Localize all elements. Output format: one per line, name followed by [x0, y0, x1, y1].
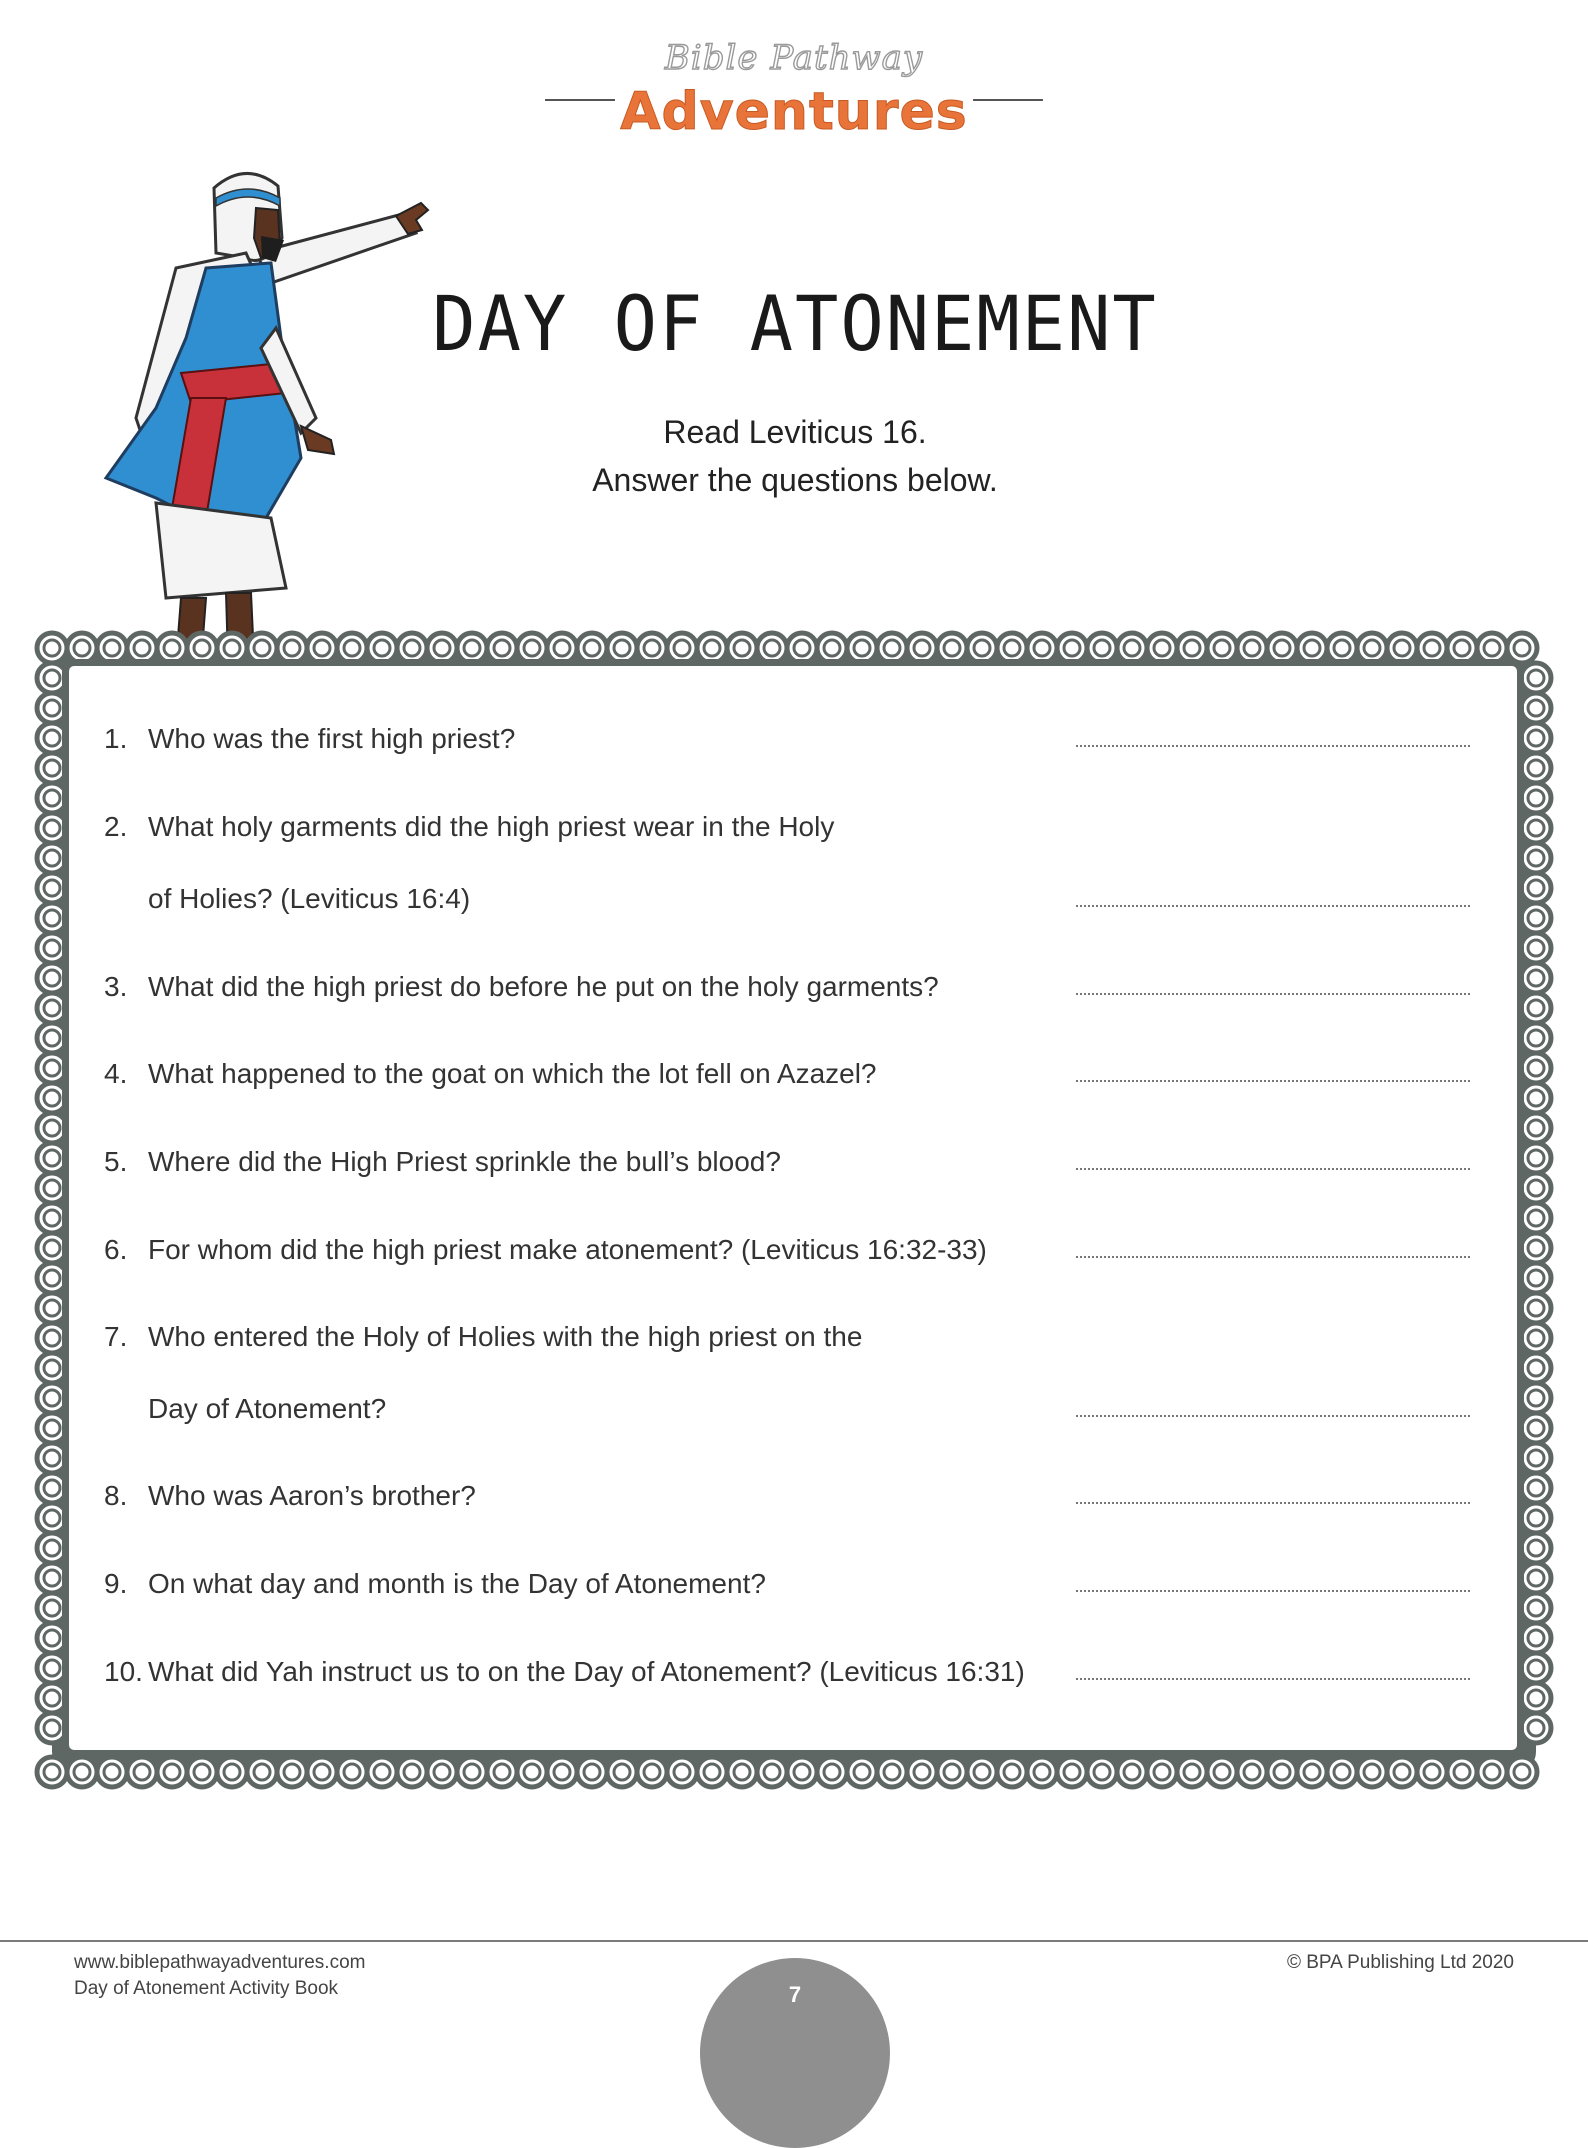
question-number: 1.	[104, 723, 128, 754]
question-10	[104, 1656, 1474, 1700]
question-text: For whom did the high priest make atonement? (Leviticus 16:32-33)	[148, 1234, 987, 1265]
logo-line-2: Adventures	[620, 82, 968, 142]
question-4	[104, 1058, 1474, 1102]
publisher-logo	[545, 38, 1043, 148]
answer-line[interactable]	[1076, 1590, 1470, 1592]
question-text: Who entered the Holy of Holies with the high priest on the	[148, 1321, 863, 1352]
page-title: DAY OF ATONEMENT	[432, 279, 1158, 369]
question-number: 8.	[104, 1480, 128, 1511]
question-text: What happened to the goat on which the lot fell on Azazel?	[148, 1058, 877, 1089]
question-number: 2.	[104, 811, 128, 842]
question-2	[104, 811, 1474, 914]
instruction-line-1: Read Leviticus 16.	[663, 414, 927, 450]
question-3	[104, 971, 1474, 1015]
answer-line[interactable]	[1076, 1415, 1470, 1417]
answer-line[interactable]	[1076, 1168, 1470, 1170]
logo-rule-right	[973, 99, 1043, 101]
footer-rule	[0, 1940, 1588, 1942]
question-number: 4.	[104, 1058, 128, 1089]
question-text: On what day and month is the Day of Atonement?	[148, 1568, 766, 1599]
question-8	[104, 1480, 1474, 1524]
question-text: What did Yah instruct us to on the Day of Atonement? (Leviticus 16:31)	[148, 1656, 1025, 1687]
answer-line[interactable]	[1076, 1678, 1470, 1680]
question-text: Who was Aaron’s brother?	[148, 1480, 476, 1511]
answer-line[interactable]	[1076, 993, 1470, 995]
question-6	[104, 1234, 1474, 1278]
answer-line[interactable]	[1076, 1256, 1470, 1258]
answer-line[interactable]	[1076, 745, 1470, 747]
question-text: Where did the High Priest sprinkle the bull’s blood?	[148, 1146, 781, 1177]
question-9	[104, 1568, 1474, 1612]
answer-line[interactable]	[1076, 1080, 1470, 1082]
question-text-continued: Day of Atonement?	[148, 1393, 387, 1424]
question-text: Who was the first high priest?	[148, 723, 516, 754]
question-number: 5.	[104, 1146, 128, 1177]
answer-line[interactable]	[1076, 905, 1470, 907]
question-number: 9.	[104, 1568, 128, 1599]
question-number: 3.	[104, 971, 128, 1002]
instruction-line-2: Answer the questions below.	[592, 462, 998, 498]
footer-website[interactable]: www.biblepathwayadventures.com	[74, 1952, 366, 1973]
question-number: 6.	[104, 1234, 128, 1265]
logo-line-1: Bible Pathway	[664, 38, 924, 78]
question-text-continued: of Holies? (Leviticus 16:4)	[148, 883, 471, 914]
page-number: 7	[788, 1982, 802, 2007]
question-7	[104, 1321, 1474, 1424]
question-number: 7.	[104, 1321, 128, 1352]
footer-book-title: Day of Atonement Activity Book	[74, 1978, 339, 1999]
question-number: 10.	[104, 1656, 143, 1687]
question-text: What holy garments did the high priest wear in the Holy	[148, 811, 835, 842]
answer-line[interactable]	[1076, 1502, 1470, 1504]
question-text: What did the high priest do before he put on the holy garments?	[148, 971, 939, 1002]
question-5	[104, 1146, 1474, 1190]
question-1	[104, 723, 1474, 767]
footer-copyright: © BPA Publishing Ltd 2020	[1286, 1952, 1514, 1973]
